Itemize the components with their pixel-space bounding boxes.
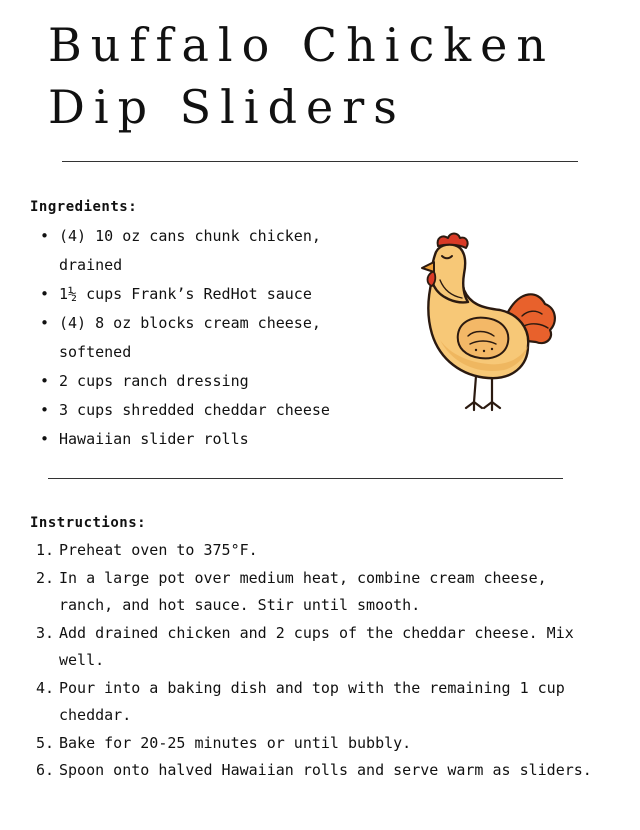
instructions-heading: Instructions: (30, 515, 147, 531)
ingredient-text: Hawaiian slider rolls (59, 430, 249, 448)
instructions-list (36, 537, 596, 785)
instruction-step (36, 757, 596, 785)
step-number: 5. (36, 733, 55, 752)
step-text: In a large pot over medium heat, combine cream cheese, ranch, and hot sauce. Stir until smooth. (59, 568, 547, 614)
bullet-icon: • (40, 227, 50, 245)
instruction-step (36, 620, 596, 675)
ingredient-text: 3 cups shredded cheddar cheese (59, 401, 330, 419)
step-number: 1. (36, 541, 55, 559)
ingredient-text: 2 cups ranch dressing (59, 372, 249, 390)
chicken-legs (466, 376, 500, 410)
step-text: Preheat oven to 375°F. (59, 541, 258, 559)
bullet-icon: • (40, 314, 50, 332)
step-number: 4. (36, 678, 55, 697)
ingredient-item (36, 396, 376, 425)
recipe-title-line-1: Buffalo Chicken (48, 18, 555, 72)
instruction-step (36, 537, 596, 565)
step-text: Bake for 20-25 minutes or until bubbly. (59, 733, 412, 752)
instruction-step (36, 565, 596, 620)
instruction-step (36, 675, 596, 730)
ingredient-item (36, 222, 376, 280)
ingredient-item (36, 425, 376, 454)
section-divider (48, 478, 563, 479)
chicken-wattle (428, 272, 436, 286)
ingredient-item (36, 280, 376, 309)
step-number: 6. (36, 761, 55, 779)
ingredients-list (36, 222, 376, 454)
ingredient-text: 1½ cups Frank’s RedHot sauce (59, 285, 312, 303)
step-number: 2. (36, 568, 55, 587)
ingredients-heading: Ingredients: (30, 199, 138, 215)
recipe-title-line-2: Dip Sliders (48, 80, 406, 134)
chicken-beak (422, 262, 434, 272)
bullet-icon: • (40, 372, 50, 390)
chicken-icon (410, 230, 560, 415)
ingredient-text: (4) 8 oz blocks cream cheese, softened (59, 314, 321, 361)
instruction-step (36, 730, 596, 758)
recipe-title (48, 14, 555, 138)
step-text: Add drained chicken and 2 cups of the cheddar cheese. Mix well. (59, 623, 574, 669)
ingredient-text: (4) 10 oz cans chunk chicken, drained (59, 227, 321, 274)
bullet-icon: • (40, 285, 50, 303)
bullet-icon: • (40, 401, 50, 419)
step-text: Pour into a baking dish and top with the remaining 1 cup cheddar. (59, 678, 565, 724)
title-divider (62, 161, 578, 162)
chicken-wing (458, 318, 509, 359)
ingredient-item (36, 367, 376, 396)
bullet-icon: • (40, 430, 50, 448)
ingredient-item (36, 309, 376, 367)
step-number: 3. (36, 623, 55, 642)
step-text: Spoon onto halved Hawaiian rolls and serve warm as sliders. (59, 761, 592, 779)
